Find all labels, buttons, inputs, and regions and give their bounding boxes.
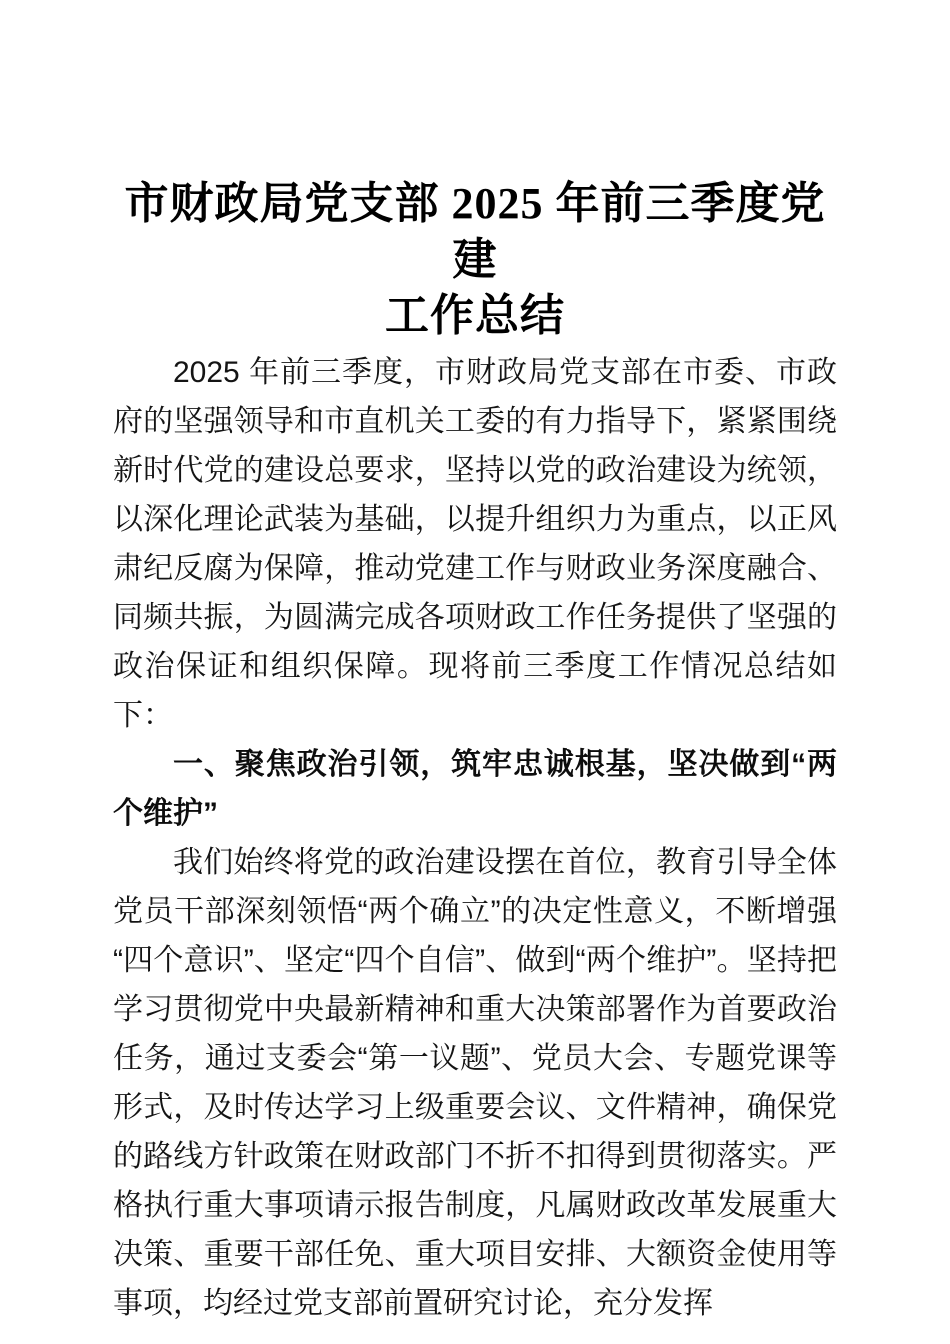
intro-paragraph: 2025 年前三季度，市财政局党支部在市委、市政府的坚强领导和市直机关工委的有力指导下，紧紧围绕新时代党的建设总要求，坚持以党的政治建设为统领，以深化理论武装为基础，以提升组织力为重点，以正风肃纪反腐为保障，推动党建工作与财政业务深度融合、同频共振，为圆满完成各项财政工作任务提供了坚强的政治保证和组织保障。现将前三季度工作情况总结如下： <box>113 356 837 732</box>
section-1-heading: 一、聚焦政治引领，筑牢忠诚根基，坚决做到“两个维护” <box>113 748 837 830</box>
document-title-line-1: 市财政局党支部 2025 年前三季度党建 <box>124 179 826 284</box>
document-body <box>113 0 837 1328</box>
document-title-line-2: 工作总结 <box>385 291 565 340</box>
section-1-paragraph: 我们始终将党的政治建设摆在首位，教育引导全体党员干部深刻领悟“两个确立”的决定性意义，不断增强“四个意识”、坚定“四个自信”、做到“两个维护”。坚持把学习贯彻党中央最新精神和重大决策部署作为首要政治任务，通过支委会“第一议题”、党员大会、专题党课等形式，及时传达学习上级重要会议、文件精神，确保党的路线方针政策在财政部门不折不扣得到贯彻落实。严格执行重大事项请示报告制度，凡属财政改革发展重大决策、重要干部任免、重大项目安排、大额资金使用等事项，均经过党支部前置研究讨论，充分发挥 <box>113 846 837 1320</box>
document-title <box>113 176 837 344</box>
